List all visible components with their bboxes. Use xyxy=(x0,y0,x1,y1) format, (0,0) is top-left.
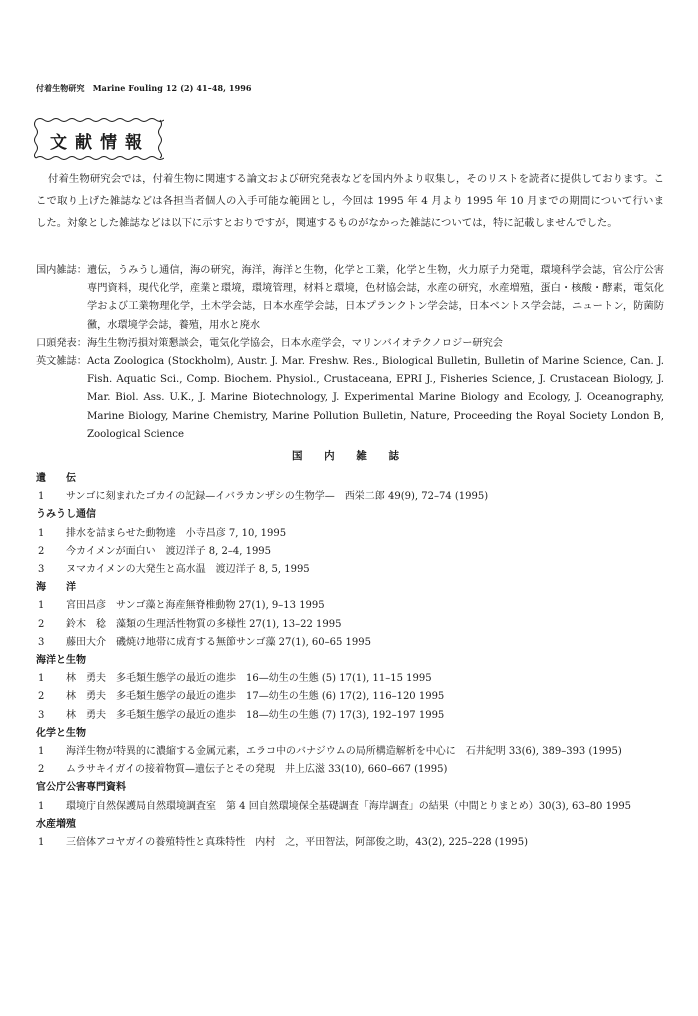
entry-number: 3 xyxy=(38,636,45,648)
list-item xyxy=(36,834,664,852)
category-heading: 水産増殖 xyxy=(36,818,76,830)
category-heading: 遺 伝 xyxy=(36,473,76,484)
category-heading: 官公庁公害専門資料 xyxy=(36,782,126,794)
entry-text: 排水を詰まらせた動物達 小寺昌彦 7, 10, 1995 xyxy=(66,527,287,539)
list-item xyxy=(36,670,664,688)
entry-number: 1 xyxy=(38,491,45,503)
entry-text: 林 勇夫 多毛類生態学の最近の進歩 17—幼生の生態 (6) 17(2), 116–120 1995 xyxy=(66,691,445,703)
journal-group-domestic xyxy=(36,262,664,335)
list-item xyxy=(36,597,664,615)
list-item xyxy=(36,616,664,634)
entry-number: 1 xyxy=(38,527,45,539)
section-title: 国 内 雑 誌 xyxy=(292,450,408,462)
journal-group-label: 英文雑誌： xyxy=(36,356,87,368)
journal-group-text: 海生生物汚損対策懇談会，電気化学協会，日本水産学会，マリンバイオテクノロジー研究会 xyxy=(86,337,503,349)
entry-number: 2 xyxy=(38,691,45,703)
category-heading: 化学と生物 xyxy=(36,727,86,739)
category-heading: うみうし通信 xyxy=(36,509,96,521)
category-heading: 海 洋 xyxy=(36,582,76,594)
entry-number: 3 xyxy=(38,564,45,576)
list-item xyxy=(36,543,664,561)
list-item xyxy=(36,798,664,816)
entry-number: 2 xyxy=(38,764,45,776)
entry-number: 1 xyxy=(38,837,45,849)
entry-text: サンゴに刻まれたゴカイの記録—イバラカンザシの生物学— 西栄二郎 49(9), 72–74 (1995) xyxy=(66,491,489,503)
journal-group-text: 遺伝，うみうし通信，海の研究，海洋，海洋と生物，化学と工業，化学と生物，火力原子力発電，環境科学会誌，官公庁公害専門資料，現代化学，産業と環境，環境管理，材料と環境，色材協会誌，水産の研究，水産増殖，蛋白・核酸・酵素，電気化学および工業物理化学，土木学会誌，日本水産学会誌，日本プランクトン学会誌，日本ベントス学会誌，ニュートン，防菌防黴，水環境学会誌，養殖，用水と廃水 xyxy=(86,265,664,331)
page-title: 文献情報 xyxy=(50,133,150,153)
entry-number: 2 xyxy=(38,545,45,557)
list-item xyxy=(36,634,664,652)
entry-text: 海洋生物が特異的に濃縮する金属元素，エラコ中のバナジウムの局所構造解析を中心に 石井紀明 33(6), 389–393 (1995) xyxy=(66,746,622,758)
journal-group-label: 口頭発表： xyxy=(36,337,87,349)
list-item xyxy=(36,525,664,543)
entry-number: 1 xyxy=(38,600,45,612)
entry-text: ヌマカイメンの大発生と高水温 渡辺洋子 8, 5, 1995 xyxy=(66,564,310,576)
journal-group-label: 国内雑誌： xyxy=(36,265,87,276)
entry-text: 環境庁自然保護局自然環境調査室 第 4 回自然環境保全基礎調査「海岸調査」の結果（中間とりまとめ）30(3), 63–80 1995 xyxy=(66,800,632,812)
list-item xyxy=(36,688,664,706)
category-heading: 海洋と生物 xyxy=(36,655,86,667)
journal-list xyxy=(36,262,664,444)
list-item xyxy=(36,707,664,725)
entry-text: 鈴木 稔 藻類の生理活性物質の多様性 27(1), 13–22 1995 xyxy=(66,618,342,630)
entry-text: 林 勇夫 多毛類生態学の最近の進歩 16—幼生の生態 (5) 17(1), 11–15 1995 xyxy=(66,673,432,685)
entry-list xyxy=(36,470,664,852)
entry-text: 今カイメンが面白い 渡辺洋子 8, 2–4, 1995 xyxy=(66,545,272,557)
list-item xyxy=(36,743,664,761)
intro-paragraph: 付着生物研究会では，付着生物に関連する論文および研究発表などを国内外より収集し，そのリストを読者に提供しております。ここで取り上げた雑誌などは各担当者個人の入手可能な範囲とし，今回は 1995 年 4 月より 1995 年 10 月までの期間について行いました。対象とした雑誌などは以下に示すとおりですが，関連するものがなかった雑誌については，特に記載しませんでした。 xyxy=(36,173,664,229)
entry-number: 2 xyxy=(38,618,45,630)
entry-text: 林 勇夫 多毛類生態学の最近の進歩 18—幼生の生態 (7) 17(3), 192–197 1995 xyxy=(66,709,445,721)
list-item xyxy=(36,761,664,779)
entry-text: ムラサキイガイの接着物質—遺伝子とその発現 井上広滋 33(10), 660–667 (1995) xyxy=(66,764,448,776)
journal-group-english xyxy=(36,353,664,444)
list-item xyxy=(36,488,664,506)
entry-text: 藤田大介 磯焼け地帯に成育する無節サンゴ藻 27(1), 60–65 1995 xyxy=(66,636,372,648)
list-item xyxy=(36,561,664,579)
entry-number: 1 xyxy=(38,800,45,812)
title-box xyxy=(32,116,164,162)
journal-group-text: Acta Zoologica (Stockholm), Austr. J. Mar. Freshw. Res., Biological Bulletin, Bulletin of Marine Science, Can. J. Fish. Aquatic Sci., Comp. Biochem. Physiol., Crustaceana, EPRI J., Fisheries Science, J. Crustacean Biology, J. Mar. Biol. Ass. U.K., J. Marine Biotechnology, J. Experimental Marine Biology and Ecology, J. Oceanography, Marine Biology, Marine Chemistry, Marine Pollution Bulletin, Nature, Proceeding the Royal Society London B, Zoological Science xyxy=(86,356,664,440)
entry-number: 1 xyxy=(38,673,45,685)
journal-header: 付着生物研究 Marine Fouling 12 (2) 41–48, 1996 xyxy=(36,83,252,93)
entry-text: 三倍体アコヤガイの養殖特性と真珠特性 内村 之，平田智法，阿部俊之助，43(2), 225–228 (1995) xyxy=(66,837,529,849)
entry-number: 3 xyxy=(38,709,45,721)
entry-text: 宮田昌彦 サンゴ藻と海産無脊椎動物 27(1), 9–13 1995 xyxy=(66,600,325,612)
journal-group-oral xyxy=(36,335,664,353)
entry-number: 1 xyxy=(38,746,45,758)
